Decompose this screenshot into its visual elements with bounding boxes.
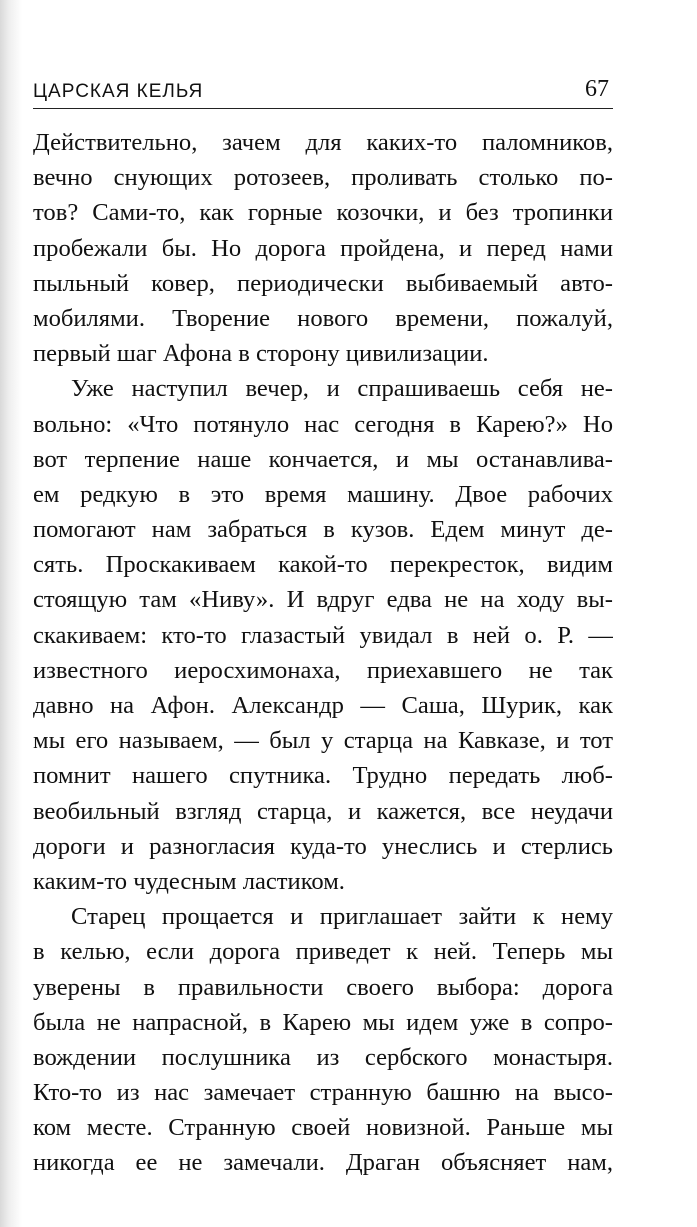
scan-edge-shadow: [0, 0, 22, 1227]
text-line: давно на Афон. Александр — Саша, Шурик, как: [33, 692, 613, 719]
page-number: 67: [585, 76, 609, 102]
body-text: [33, 125, 613, 1181]
text-line: каким-то чудесным ластиком.: [33, 867, 345, 895]
text-line: вождении послушника из сербского монастыря.: [33, 1043, 613, 1071]
text-line: в келью, если дорога приведет к ней. Теперь мы: [33, 938, 613, 966]
text-line: никогда ее не замечали. Драган объясняет нам,: [33, 1149, 613, 1177]
text-line: скакиваем: кто-то глазастый увидал в ней о. Р. —: [33, 621, 613, 649]
text-line: вольно: «Что потянуло нас сегодня в Карею?» Но: [33, 410, 613, 438]
text-line: помнит нашего спутника. Трудно передать люб-: [33, 762, 613, 790]
text-line: сять. Проскакиваем какой-то перекресток, видим: [33, 551, 613, 579]
text-line: известного иеросхимонаха, приехавшего не так: [33, 656, 613, 684]
text-line: мы его называем, — был у старца на Кавказе, и тот: [33, 727, 613, 755]
paragraph-2: [33, 371, 613, 899]
text-line: веобильный взгляд старца, и кажется, все неудачи: [33, 797, 613, 825]
text-line: помогают нам забраться в кузов. Едем минут де-: [33, 516, 613, 544]
running-header: [33, 72, 613, 109]
text-line: дороги и разногласия куда-то унеслись и стерлись: [33, 832, 613, 860]
paragraph-3: [33, 899, 613, 1181]
book-page: [33, 72, 613, 1181]
text-line: пыльный ковер, периодически выбиваемый авто-: [33, 269, 613, 297]
text-line: Уже наступил вечер, и спрашиваешь себя не-: [71, 375, 613, 403]
running-title: ЦАРСКАЯ КЕЛЬЯ: [33, 81, 204, 102]
text-line: стоящую там «Ниву». И вдруг едва не на ходу вы-: [33, 586, 613, 614]
text-line: Кто-то из нас замечает странную башню на высо-: [33, 1079, 613, 1107]
text-line: Действительно, зачем для каких-то паломников,: [33, 129, 613, 156]
text-line: вечно снующих ротозеев, проливать столько по-: [33, 164, 613, 192]
text-line: уверены в правильности своего выбора: дорога: [33, 973, 613, 1001]
text-line: ем редкую в это время машину. Двое рабочих: [33, 480, 613, 508]
text-line: тов? Сами-то, как горные козочки, и без тропинки: [33, 199, 613, 227]
paragraph-1: [33, 125, 613, 371]
text-line: первый шаг Афона в сторону цивилизации.: [33, 340, 489, 368]
text-line: вот терпение наше кончается, и мы останавлива-: [33, 445, 613, 473]
text-line: мобилями. Творение нового времени, пожалуй,: [33, 304, 613, 332]
text-line: пробежали бы. Но дорога пройдена, и перед нами: [33, 234, 613, 262]
text-line: Старец прощается и приглашает зайти к нему: [71, 903, 613, 931]
text-line: была не напрасной, в Карею мы идем уже в сопро-: [33, 1008, 613, 1036]
text-line: ком месте. Странную своей новизной. Раньше мы: [33, 1114, 613, 1142]
